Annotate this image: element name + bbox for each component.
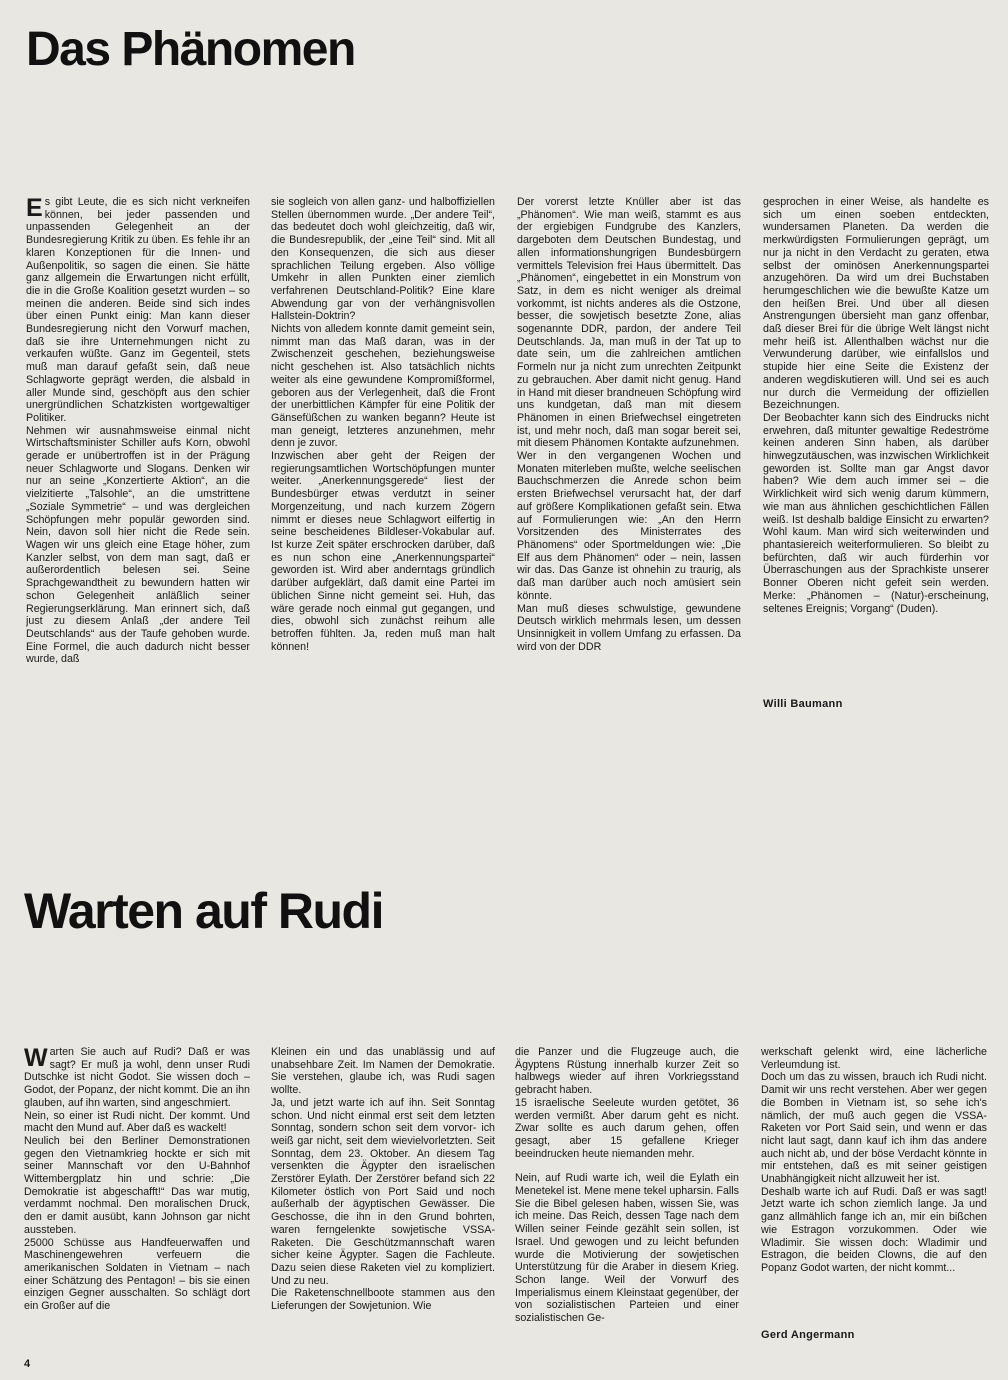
paragraph: sie sogleich von allen ganz- und halboffiziellen Stellen übernommen wurde. „Der andere Teil“, das bedeutet doch wohl gleichzeitig, daß wir, die Bundesrepublik, der „eine Teil“ sind. Mit all den Konsequenzen, die sich aus dieser sprachlichen Teilung ergeben. Also völlige Umkehr in allen Punkten einer ziemlich verfahrenen Deutschland-Politik? Eine klare Abwendung gar von der verhängnisvollen Hallstein-Doktrin? (271, 196, 495, 323)
page-number: 4 (24, 1358, 31, 1370)
author-byline: Gerd Angermann (761, 1329, 855, 1341)
paragraph: Wer in den vergangenen Wochen und Monaten miterleben mußte, welche seelischen Bauchschmerzen die Anrede schon beim ersten Briefwechsel verursacht hat, der darf auf größere Komplikationen gefaßt sein. Etwa auf Formulierungen wie: „An den Herrn Vorsitzenden des Ministerrates des Phänomens“ oder Sportmeldungen wie: „Die Elf aus dem Phänomen“ oder – nein, lassen wir das. Das Ganze ist ohnehin zu traurig, als daß man darüber auch noch amüsiert sein könnte. (517, 450, 741, 602)
paragraph: die Panzer und die Flugzeuge auch, die Ägyptens Rüstung innerhalb kurzer Zeit so halbwegs wieder auf ihren Vorkriegsstand gebracht haben. (515, 1046, 739, 1097)
article2-column-2 (271, 1046, 495, 1313)
paragraph: Nehmen wir ausnahmsweise einmal nicht Wirtschaftsminister Schiller aufs Korn, obwohl gerade er unübertroffen ist in der Prägung neuer Schlagworte und Slogans. Denken wir nur an seine „Konzertierte Aktion“, an die vielzitierte „Talsohle“, an die umstrittene „Soziale Symmetrie“ – und was dergleichen Schöpfungen mehr populär geworden sind. Nein, davon soll hier nicht die Rede sein. Wagen wir uns gleich eine Etage höher, zum Kanzler selbst, von dem man sagt, daß er außerordentlich belesen sei. Seine Sprachgewandtheit zu bewundern hatten wir schon Gelegenheit anläßlich seiner Regierungserklärung. Man erinnert sich, daß just zu diesem Anlaß „der andere Teil Deutschlands“ aus der Taufe gehoben wurde. Eine Formel, die auch dadurch nicht besser wurde, daß (26, 424, 250, 666)
article1-column-2 (271, 196, 495, 653)
article2-column-3 (515, 1046, 739, 1325)
paragraph: Nichts von alledem konnte damit gemeint sein, nimmt man das Maß daran, was in der Zwischenzeit geschehen, beziehungsweise nicht geschehen ist. Also tatsächlich nichts weiter als eine gewundene Kompromißformel, geboren aus der Verlegenheit, daß die Front der unerbittlichen Kämpfer für eine Politik der Gänsefüßchen zu wanken begann? Heute ist man geneigt, letzteres anzunehmen, mehr denn je zuvor. (271, 323, 495, 450)
paragraph: Kleinen ein und das unablässig und auf unabsehbare Zeit. Im Namen der Demokratie. Sie verstehen, glaube ich, was Rudi sagen wollte. (271, 1046, 495, 1097)
article-title-warten-auf-rudi: Warten auf Rudi (24, 883, 383, 939)
paragraph: 15 israelische Seeleute wurden getötet, 36 werden vermißt. Aber darum geht es nicht. Zwar sollte es auch darum gehen, offen gesagt, aber 15 gefallene Krieger beeindrucken heute niemanden mehr. (515, 1096, 739, 1160)
article1-column-3 (517, 196, 741, 653)
article2-column-4 (761, 1046, 987, 1275)
paragraph: Warten Sie auch auf Rudi? Daß er was sagt? Er muß ja wohl, denn unser Rudi Dutschke ist nicht Godot. Sie wissen doch – Godot, der Popanz, der nicht kommt. Die an ihn glauben, auf ihn warten, sind angeschmiert. (24, 1046, 250, 1109)
paragraph: Nein, so einer ist Rudi nicht. Der kommt. Und macht den Mund auf. Aber daß es wackelt! (24, 1109, 250, 1135)
paragraph: Der vorerst letzte Knüller aber ist das „Phänomen“. Wie man weiß, stammt es aus der ergiebigen Fundgrube des Kanzlers, dargeboten dem Deutschen Bundestag, und allen informationshungrigen Bundesbürgern vermittels Television frei Haus übermittelt. Das „Phänomen“, eingebettet in ein Monstrum von Satz, in dem es nicht weniger als dreimal vorkommt, ist nichts anderes als die Ostzone, besser, die sowjetisch besetzte Zone, alias sogenannte DDR, pardon, der andere Teil Deutschlands. Ja, man muß in der Tat up to date sein, um die zahlreichen amtlichen Formeln nur ja nicht zum unrechten Zeitpunkt zu gebrauchen. Aber damit nicht genug. Hand in Hand mit dieser brandneuen Schöpfung wird uns kundgetan, daß man mit diesem Phänomen in einen Briefwechsel eingetreten ist, und mehr noch, daß man sogar bereit sei, mit diesem Phänomen Kontakte aufzunehmen. (517, 196, 741, 450)
article2-column-1 (24, 1046, 250, 1313)
paragraph: Die Raketenschnellboote stammen aus den Lieferungen der Sowjetunion. Wie (271, 1287, 495, 1313)
paragraph: Deshalb warte ich auf Rudi. Daß er was sagt! Jetzt warte ich schon ziemlich lange. Ja und ganz allmählich fange ich an, mir ein bißchen wie Estragon vorzukommen. Oder wie Wladimir. Sie wissen doch: Wladimir und Estragon, die beiden Clowns, die auf den Popanz Godot warten, der nicht kommt... (761, 1185, 987, 1274)
paragraph: 25000 Schüsse aus Handfeuerwaffen und Maschinengewehren verfeuern die amerikanischen Soldaten in Vietnam – nach einer Schätzung des Pentagon! – bis sie einen einzigen Gegner ausschalten. So schlägt dort ein Großer auf die (24, 1236, 250, 1313)
article1-column-4 (763, 196, 989, 615)
paragraph: gesprochen in einer Weise, als handelte es sich um einen soeben entdeckten, wundersamen Planeten. Da werden die merkwürdigsten Formulierungen geprägt, um nur ja nicht in den Verdacht zu geraten, etwa selbst der ominösen Anerkennungspartei anzugehören. Da wird um drei Buchstaben herumgeschlichen wie die bewußte Katze um den heißen Brei. Und über all diesen Anstrengungen übersieht man ganz offenbar, daß dieser Brei für die übrige Welt längst nicht mehr heiß ist. Allenthalben wächst nur die Verwunderung darüber, wie einfallslos und stupide hier eine Seite die Existenz der anderen wegdiskutieren will. Und sei es auch nur durch die Vermeidung der offiziellen Bezeichnungen. (763, 196, 989, 412)
article1-column-1 (26, 196, 250, 666)
paragraph: Nein, auf Rudi warte ich, weil die Eylath ein Menetekel ist. Mene mene tekel upharsin. Falls Sie die Bibel gelesen haben, wissen Sie, was ich meine. Das Reich, dessen Tage nach dem Willen seiner Feinde gezählt sein sollen, ist Israel. Und gewogen und zu leicht befunden wurde die Motivierung der sowjetischen Unterstützung für die Araber in diesem Krieg. Schon lange. Weil der Vorwurf des Imperialismus einem Kleinstaat gegenüber, der von sozialistischen Parteien und einer sozialistischen Ge- (515, 1172, 739, 1325)
paragraph: Inzwischen aber geht der Reigen der regierungsamtlichen Wortschöpfungen munter weiter. „Anerkennungsgerede“ liest der Bundesbürger etwas verdutzt in seiner Morgenzeitung, und nach kurzem Zögern nimmt er dieses neue Schlagwort eilfertig in seine bescheidenes Bildleser-Vokabular auf. Ist kurze Zeit später erschrocken darüber, daß es nun schon eine „Anerkennungspartei“ geworden ist. Wird aber anderntags gründlich darüber aufgeklärt, daß damit eine Partei im üblichen Sinne nicht gemeint sei. Huh, das wäre gerade noch einmal gut gegangen, und dies, obwohl sich zunächst reihum alle betroffen fühlten. Ja, reden muß man halt können! (271, 450, 495, 653)
author-byline: Willi Baumann (763, 698, 843, 710)
article-title-phaenomen: Das Phänomen (26, 23, 355, 76)
paragraph: werkschaft gelenkt wird, eine lächerliche Verleumdung ist. (761, 1046, 987, 1071)
paragraph: Man muß dieses schwulstige, gewundene Deutsch wirklich mehrmals lesen, um dessen Unsinnigkeit in vollem Umfang zu erfassen. Da wird von der DDR (517, 602, 741, 653)
paragraph: Neulich bei den Berliner Demonstrationen gegen den Vietnamkrieg hockte er sich mit seiner Mannschaft vor den U-Bahnhof Wittembergplatz hin und schrie: „Die Demokratie ist abgeschafft!“ Das war mutig, verdammt nochmal. Den moralischen Druck, den er damit ausübt, kann Johnson gar nicht aussteben. (24, 1134, 250, 1236)
paragraph: Ja, und jetzt warte ich auf ihn. Seit Sonntag schon. Und nicht einmal erst seit dem letzten Sonntag, sondern schon seit dem vorvor- ich weiß gar nicht, seit dem wievielvorletzten. Seit Sonntag, dem 23. Oktober. An diesem Tag versenkten die Ägypter den israelischen Zerstörer Eylath. Der Zerstörer befand sich 22 Kilometer östlich von Port Said und noch außerhalb der ägyptischen Gewässer. Die Geschosse, die ihn in den Grund bohrten, waren ferngelenkte sowjetische VSSA-Raketen. Die Geschützmannschaft waren sicher keine Ägypter. Sagen die Fachleute. Dazu seien diese Raketen viel zu kompliziert. Und zu neu. (271, 1096, 495, 1287)
paragraph: Es gibt Leute, die es sich nicht verkneifen können, bei jeder passenden und unpassenden Gelegenheit an der Bundesregierung Kritik zu üben. Es fehle ihr an klaren Konzeptionen für die Innen- und Außenpolitik, so sagen die einen. Sie hätte ganz allgemein die Erwartungen nicht erfüllt, die in die Große Koalition gesetzt wurden – so meinen die anderen. Beide sind sich indes über einen Punkt einig: Man kann dieser Bundesregierung nicht den Vorwurf machen, daß sie ihre Unternehmungen nicht zu verkaufen wüßte. Ganz im Gegenteil, stets muß man darauf gefaßt sein, daß neue Schlagworte geprägt werden, die alsbald in aller Munde sind, geschöpft aus den schier unergründlichen Schatzkisten wortgewaltiger Politiker. (26, 196, 250, 424)
paragraph: Der Beobachter kann sich des Eindrucks nicht erwehren, daß mitunter gewaltige Redeströme keinen anderen Sinn haben, als darüber hinwegzutäuschen, was inzwischen Wirklichkeit geworden ist. Sollte man gar Angst davor haben? Wie dem auch immer sei – die Wirklichkeit wird sich wenig darum kümmern, wie man aus ähnlichen geschichtlichen Fällen weiß. Ist deshalb baldige Einsicht zu erwarten? Wohl kaum. Man wird sich weiterwinden und phantasiereich weiterformulieren. So bleibt zu befürchten, daß wir auch fürderhin vor Überraschungen aus der Sprachkiste unserer Bonner Oberen nicht gefeit sein werden. Merke: „Phänomen – (Natur)-erscheinung, seltenes Ereignis; Vorgang“ (Duden). (763, 411, 989, 615)
paragraph: Doch um das zu wissen, brauch ich Rudi nicht. Damit wir uns recht verstehen. Aber wer gegen die Bomben in Vietnam ist, so sehe ich's nämlich, der muß auch gegen die VSSA-Raketen vor Port Said sein, und wenn er das nicht laut sagt, dann kauf ich ihm das andere auch nicht ab, und der böse Verdacht könnte in mir entstehen, daß es mit seiner geistigen Unabhängigkeit nicht allzuweit her ist. (761, 1071, 987, 1186)
